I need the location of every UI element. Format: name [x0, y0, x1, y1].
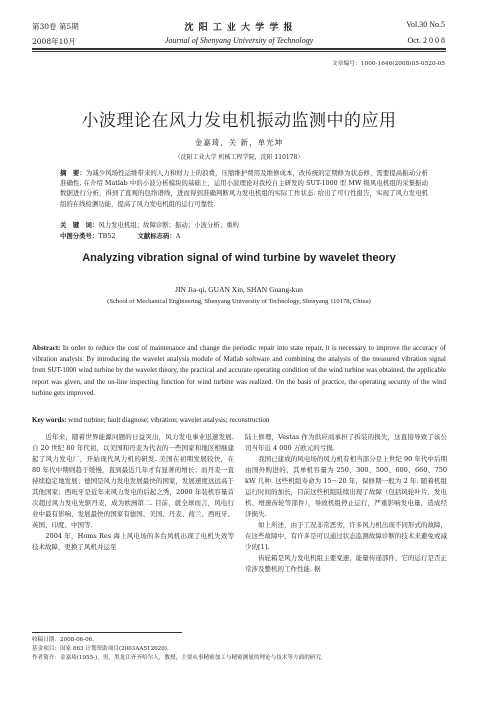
title-cn: 小波理论在风力发电机振动监测中的应用	[81, 111, 397, 131]
body-paragraph: 如上所述，由于工况非常恶劣，许多风力机出现不同形式的故障，在这些故障中，有许多是可以通过状态监测故障诊断的技术来避免或减少的[1].	[245, 521, 447, 551]
date-cn: 2008年10月	[32, 37, 76, 46]
keywords-cn-label: 关 键 词：	[60, 221, 99, 229]
affiliation-en: (School of Mechanical Engineering, Shenyang University of Technology, Shenyang 110178, China)	[107, 298, 371, 305]
body-paragraph: 2004 年，Homs Res 海上风电场的多台风机出现了电机失效等技术故障，更换了风机并运至	[32, 532, 234, 551]
abstract-cn-label: 摘 要：	[60, 169, 86, 177]
date-en: Oct. 2 0 0 8	[407, 36, 445, 45]
body-paragraph: 我国已建成的风电场的风力机有相当部分是上世纪 90 年代中后期由国外购进的，其单机容量为 250、300、500、600、660、750 kW 几种. 这些机组寿命为 15～20 年，保修期一般为 2 年. 随着机组运行时间的加长，目前这些机组陆续出现了故障（包括风轮叶片、发电机、增速齿轮等部件），导致机组停止运行，严重影响发电量，造成经济损失.	[245, 455, 447, 518]
keywords-en-label: Key words:	[32, 416, 67, 424]
body-column-left	[32, 432, 234, 553]
body-paragraph: 陆上修理，Vestas 作为供应商承担了拆装的损失，这直接导致了该公司当年近 4 000 万欧元的亏损.	[245, 433, 447, 452]
header-rule	[32, 48, 446, 50]
keywords-cn	[60, 220, 428, 230]
keywords-en-text: wind turbine; fault diagnose; vibration; wavelet analysis; reconstruction	[66, 416, 270, 424]
footnote-rule	[32, 632, 182, 633]
title-en: Analyzing vibration signal of wind turbine by wavelet theory	[82, 252, 396, 264]
classification-cn	[60, 231, 428, 241]
abstract-en-label: Abstract:	[32, 344, 61, 352]
article-number: 文章编号：1000-1646(2008)05-0520-05	[331, 61, 445, 67]
doc-code-value: A	[175, 232, 181, 240]
abstract-cn	[60, 168, 428, 209]
volume-issue-cn: 第30卷 第5期	[32, 22, 79, 31]
class-value: TB52	[98, 232, 116, 240]
affiliation-cn: （沈阳工业大学 机械工程学院，沈阳 110178）	[174, 154, 304, 161]
journal-title-cn: 沈 阳 工 业 大 学 学 报	[184, 23, 294, 33]
footnote-funding: 基金项目：国家 863 计划资助项目(2003AA512020).	[32, 646, 169, 652]
authors-en: JIN Jia-qi, GUAN Xin, SHAN Guang-kun	[175, 285, 303, 294]
body-column-right	[245, 432, 447, 575]
journal-title-en: Journal of Shenyang University of Technology	[164, 36, 314, 45]
footnotes	[32, 636, 446, 663]
class-label: 中图分类号：	[60, 232, 99, 240]
footnote-received: 收稿日期：2008-06-06.	[32, 637, 94, 643]
body-paragraph: 齿轮箱是风力发电机组主要变速，能量传递部件，它的运行是否正常涉及整机的工作性能. 据	[245, 554, 447, 573]
body-paragraph: 近年来，随着世界能源问题的日益突出，风力发电事业迅速发展. 自 20 世纪 80 年代初，以美国和丹麦为代表的一些国家和地区相继建起了风力发电厂，开始现代风力机的研发. 美国在初期发展较快，在 80 年代中期则趋于缓慢，直到最近几年才有显著的增长；而丹麦一直持续稳定地发展；德国是风力发电发展最快的国家，发展速度远远高于其他国家；西班牙是近年来风力发电的后起之秀，2000 年装机容量首次超过风力发电先驱丹麦，成为欧洲第二. 目前，就全球而言，风电行业中最有影响、发展最快的国家有德国、美国、丹麦、荷兰、西班牙、英国、印度、中国等.	[32, 433, 234, 529]
authors-cn: 金嘉琦，关 新，单光坤	[194, 138, 284, 147]
keywords-cn-text: 风力发电机组；故障诊断；振动；小波分析；重构	[98, 221, 239, 229]
header-rule-thin	[32, 51, 446, 52]
doc-code-label: 文献标志码：	[137, 232, 176, 240]
keywords-en	[32, 416, 446, 424]
volume-issue-en: Vol.30 No.5	[406, 20, 445, 29]
abstract-en-text: In order to reduce the cost of maintenance and change the periodic repair into state repair, it is necessary to improve the accuracy of vibration analysis. By introducing the wavelet analysis module of Matlab software and combining the analysis of the measured vibration signal from SUT-1000 wind turbine by the wavelet theory, the practical and accurate operating condition of the wind turbine was obtained, the applicable report was given, and the on-line inspecting function for wind turbine was realized. On the basis of practice, the operating security of the wind turbine gets improved.	[32, 344, 446, 397]
footnote-author: 作者简介：金嘉琦(1955-)，男，黑龙江齐齐哈尔人，教授，主要从事精密加工与精密测量的理论与技术等方面的研究.	[32, 655, 323, 661]
abstract-cn-text: 为减少风场性运维带来的人力和财力上的浪费，压缩维护费用及维修成本，改传统的定期修为状态修，需要提高振动分析准确性. 在介绍 Matlab 中的小波分析模块的基础上，运用小波理论对我校自主研发的 SUT-1000 型 MW 级风电机组的采集振动数据进行分析，得到了直观的包络谱线，进而得到准确判断风力发电机组的实际工作状态. 给出了可行性报告，实现了风力发电机组的在线检测功能，提高了风力发电机组的运行可靠性.	[60, 169, 429, 208]
abstract-en	[32, 343, 446, 399]
